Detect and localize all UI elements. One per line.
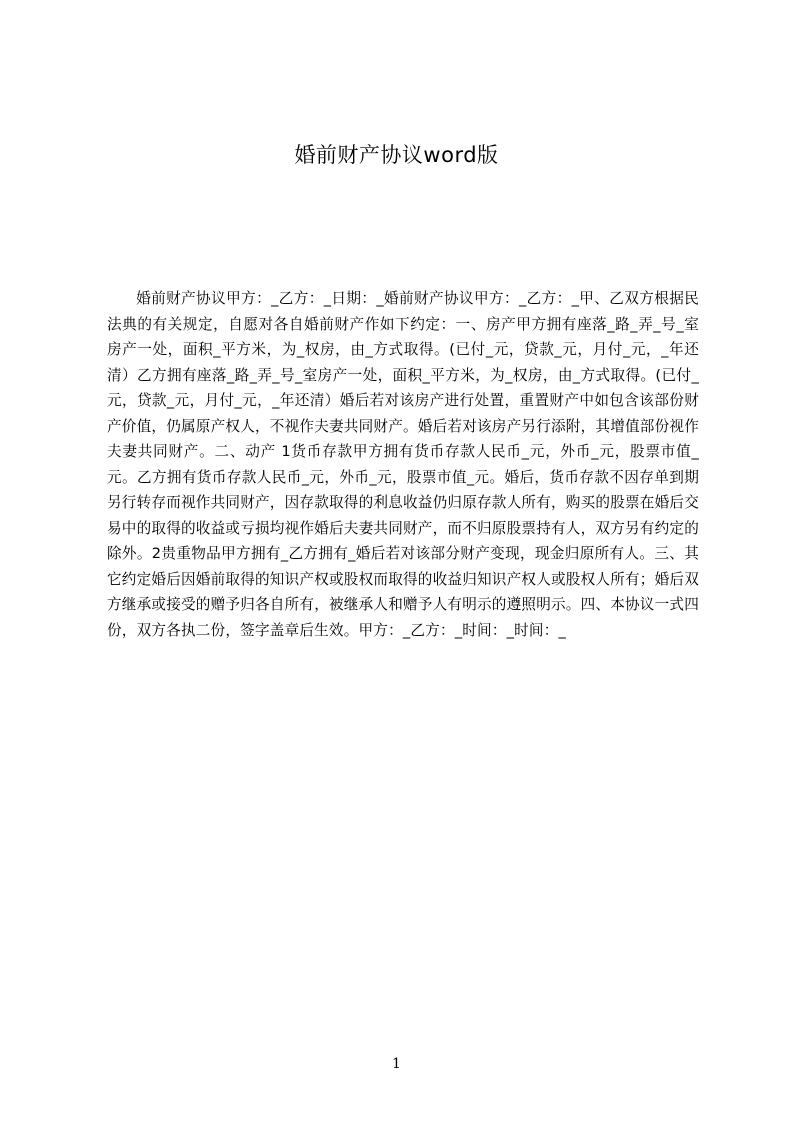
page-number: 1: [392, 1056, 401, 1072]
document-title: 婚前财产协议word版: [294, 143, 499, 167]
document-body: 婚前财产协议甲方：_乙方：_日期：_婚前财产协议甲方：_乙方：_甲、乙双方根据民法典的有关规定，自愿对各自婚前财产作如下约定：一、房产甲方拥有座落_路_弄_号_室房产一处，面积_平方米，为_权房，由_方式取得。(已付_元，贷款_元，月付_元，_年还清）乙方拥有座落_路_弄_号_室房产一处，面积_平方米，为_权房，由_方式取得。(已付_元，贷款_元，月付_元，_年还清）婚后若对该房产进行处置，重置财产中如包含该部份财产价值，仍属原产权人，不视作夫妻共同财产。婚后若对该房产另行添附，其增值部份视作夫妻共同财产。二、动产 1货币存款甲方拥有货币存款人民币_元，外币_元，股票市值_元。乙方拥有货币存款人民币_元，外币_元，股票市值_元。婚后，货币存款不因存单到期另行转存而视作共同财产，因存款取得的利息收益仍归原存款人所有，购买的股票在婚后交易中的取得的收益或亏损均视作婚后夫妻共同财产，而不归原股票持有人，双方另有约定的除外。2贵重物品甲方拥有_乙方拥有_婚后若对该部分财产变现，现金归原所有人。三、其它约定婚后因婚前取得的知识产权或股权而取得的收益归知识产权人或股权人所有；婚后双方继承或接受的赠予归各自所有，被继承人和赠予人有明示的遵照明示。四、本协议一式四份，双方各执二份，签字盖章后生效。甲方：_乙方：_时间：_时间：_: [107, 290, 699, 639]
